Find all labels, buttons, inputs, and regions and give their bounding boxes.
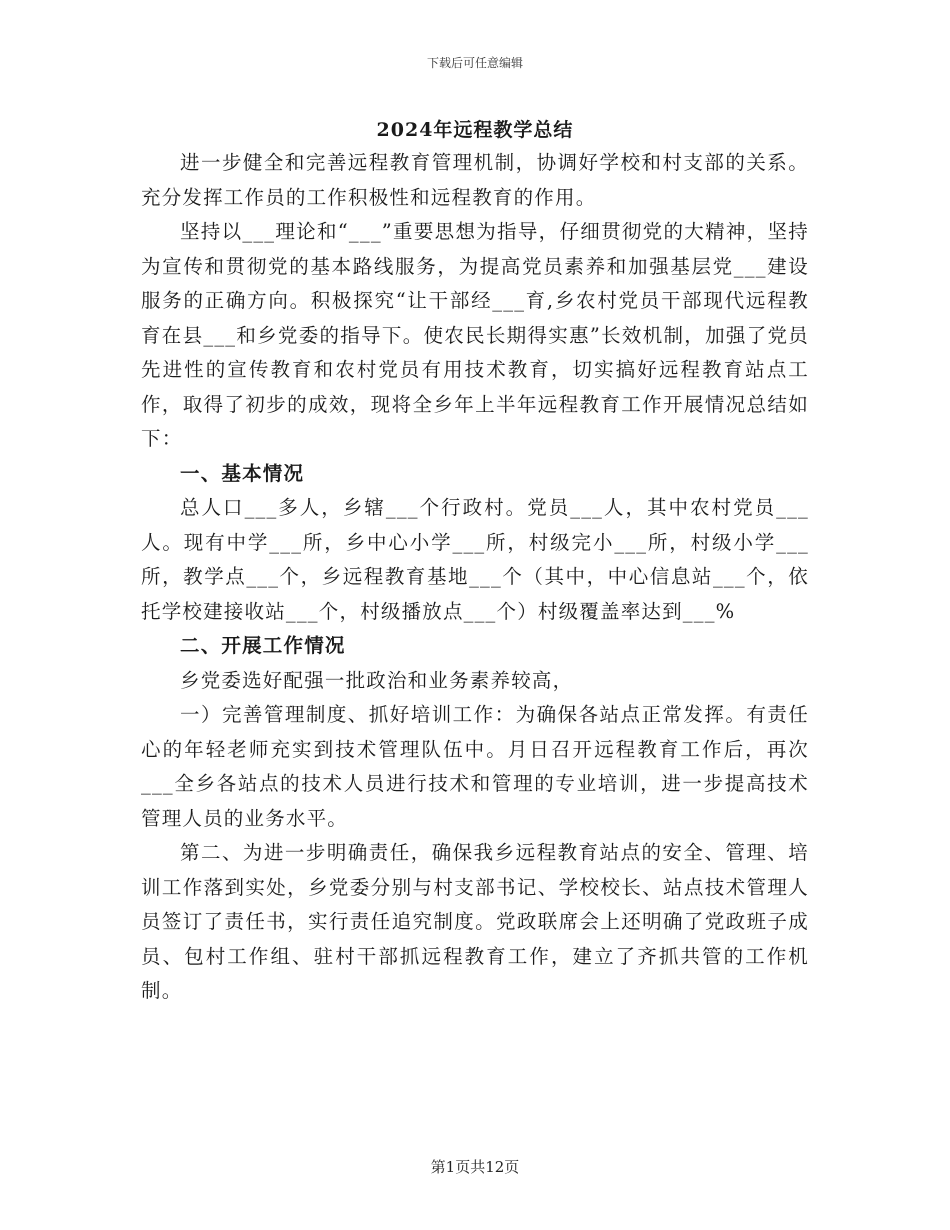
section-heading-basic: 一、基本情况 (180, 461, 305, 485)
paragraph-guidance: 坚持以___理论和“___”重要思想为指导，仔细贯彻党的大精神，坚持为宣传和贯彻党的基本路线服务，为提高党员素养和加强基层党___建设服务的正确方向。积极探究“让干部经___育,乡农村党员干部现代远程教育在县___和乡党委的指导下。使农民长期得实惠”长效机制，加强了党员先进性的宣传教育和农村党员有用技术教育，切实搞好远程教育站点工作，取得了初步的成效，现将全乡年上半年远程教育工作开展情况总结如下： (141, 220, 809, 450)
paragraph-intro: 进一步健全和完善远程教育管理机制，协调好学校和村支部的关系。充分发挥工作员的工作积极性和远程教育的作用。 (141, 151, 809, 209)
header-note: 下载后可任意编辑 (426, 56, 523, 70)
paragraph-responsibility: 第二、为进一步明确责任，确保我乡远程教育站点的安全、管理、培训工作落到实处，乡党委分别与村支部书记、学校校长、站点技术管理人员签订了责任书，实行责任追究制度。党政联席会上还明确了党政班子成员、包村工作组、驻村干部抓远程教育工作，建立了齐抓共管的工作机制。 (141, 841, 809, 1002)
document-title: 2024年远程教学总结 (376, 119, 574, 141)
paragraph-basic-stats: 总人口___多人，乡辖___个行政村。党员___人，其中农村党员___人。现有中学___所，乡中心小学___所，村级完小___所，村级小学___所，教学点___个，乡远程教育基地___个（其中，中心信息站___个，依托学校建接收站___个，村级播放点___个）村级覆盖率达到___% (141, 496, 809, 623)
paragraph-training: 一）完善管理制度、抓好培训工作：为确保各站点正常发挥。有责任心的年轻老师充实到技术管理队伍中。月日召开远程教育工作后，再次___全乡各站点的技术人员进行技术和管理的专业培训，进一步提高技术管理人员的业务水平。 (141, 703, 809, 830)
paragraph-staffing: 乡党委选好配强一批政治和业务素养较高， (180, 668, 574, 692)
section-heading-work: 二、开展工作情况 (180, 634, 346, 657)
document-body (141, 146, 809, 1009)
page-number: 第1页共12页 (430, 1158, 520, 1176)
